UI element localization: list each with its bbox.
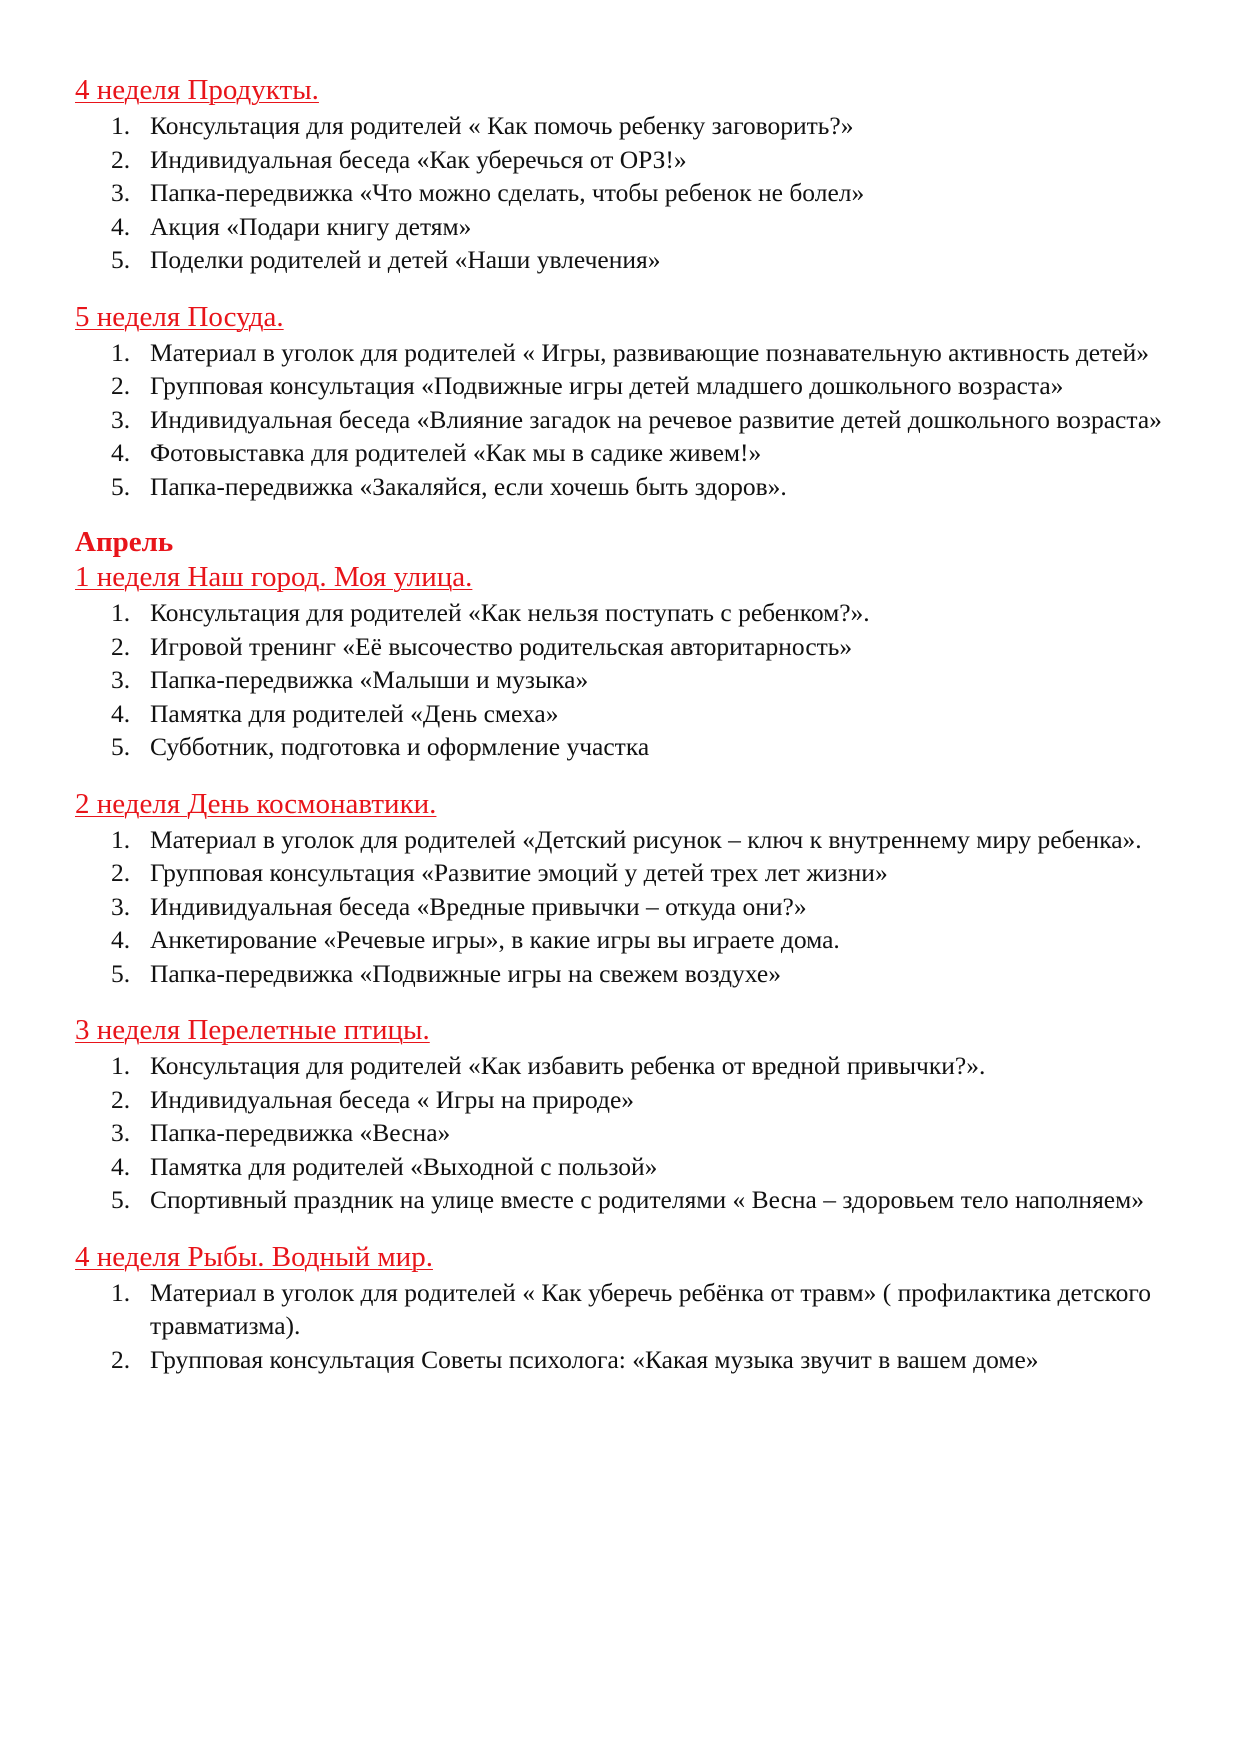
list-item: 1. Консультация для родителей «Как нельзя поступать с ребенком?». (111, 598, 870, 627)
list-item: 2. Групповая консультация Советы психолога: «Какая музыка звучит в вашем доме» (111, 1344, 1039, 1374)
list-item: 2. Индивидуальная беседа « Игры на природе» (111, 1084, 635, 1114)
list-item: 3. Папка-передвижка «Что можно сделать, чтобы ребенок не болел» (111, 178, 865, 207)
list-item: 1. Консультация для родителей «Как избавить ребенка от вредной привычки?». (111, 1051, 986, 1080)
list-item: 4. Акция «Подари книгу детям» (111, 211, 472, 241)
week-heading: 2 неделя День космонавтики. (75, 787, 437, 820)
activity-list (75, 596, 1170, 764)
list-item: 2. Групповая консультация «Развитие эмоций у детей трех лет жизни» (111, 858, 888, 887)
activity-list (75, 1276, 1170, 1377)
list-item: 4. Памятка для родителей «День смеха» (111, 698, 559, 728)
document-page (75, 72, 1170, 1398)
week-section (75, 525, 1170, 764)
week-heading: 4 неделя Продукты. (75, 74, 319, 106)
list-item: 2. Игровой тренинг «Её высочество родительская авторитарность» (111, 631, 853, 661)
list-item: 5. Спортивный праздник на улице вместе с родителями « Весна – здоровьем тело наполняем» (111, 1185, 1145, 1214)
list-item: 3. Индивидуальная беседа «Влияние загадок на речевое развитие детей дошкольного возраста» (111, 404, 1162, 434)
list-item: 4. Памятка для родителей «Выходной с пользой» (111, 1151, 658, 1181)
list-item: 5. Поделки родителей и детей «Наши увлечения» (111, 245, 661, 274)
activity-list (75, 109, 1170, 277)
list-item: 5. Папка-передвижка «Подвижные игры на свежем воздухе» (111, 958, 781, 988)
list-item: 4. Анкетирование «Речевые игры», в какие игры вы играете дома. (111, 925, 840, 954)
week-heading: 4 неделя Рыбы. Водный мир. (75, 1240, 433, 1273)
list-item: 1. Материал в уголок для родителей « Как уберечь ребёнка от травм» ( профилактика детского травматизма). (111, 1277, 1151, 1340)
list-item: 3. Папка-передвижка «Малыши и музыка» (111, 665, 589, 694)
week-heading: 3 неделя Перелетные птицы. (75, 1014, 430, 1046)
list-item: 1. Материал в уголок для родителей «Детский рисунок – ключ к внутреннему миру ребенка». (111, 824, 1142, 854)
list-item: 4. Фотовыставка для родителей «Как мы в садике живем!» (111, 438, 762, 467)
activity-list (75, 1049, 1170, 1217)
week-section (75, 72, 1170, 277)
week-section (75, 1012, 1170, 1217)
activity-list (75, 823, 1170, 991)
list-item: 5. Папка-передвижка «Закаляйся, если хочешь быть здоров». (111, 471, 787, 501)
list-item: 3. Папка-передвижка «Весна» (111, 1118, 451, 1147)
list-item: 1. Материал в уголок для родителей « Игры, развивающие познавательную активность детей» (111, 337, 1149, 367)
list-item: 2. Индивидуальная беседа «Как уберечься от ОРЗ!» (111, 144, 687, 174)
list-item: 3. Индивидуальная беседа «Вредные привычки – откуда они?» (111, 891, 807, 921)
week-heading: 5 неделя Посуда. (75, 300, 284, 333)
list-item: 2. Групповая консультация «Подвижные игры детей младшего дошкольного возраста» (111, 371, 1064, 400)
week-section (75, 786, 1170, 991)
week-section (75, 1239, 1170, 1377)
list-item: 1. Консультация для родителей « Как помочь ребенку заговорить?» (111, 111, 854, 140)
week-section (75, 299, 1170, 504)
week-heading: 1 неделя Наш город. Моя улица. (75, 561, 473, 593)
month-heading: Апрель (75, 526, 174, 558)
activity-list (75, 336, 1170, 504)
list-item: 5. Субботник, подготовка и оформление участка (111, 732, 650, 761)
